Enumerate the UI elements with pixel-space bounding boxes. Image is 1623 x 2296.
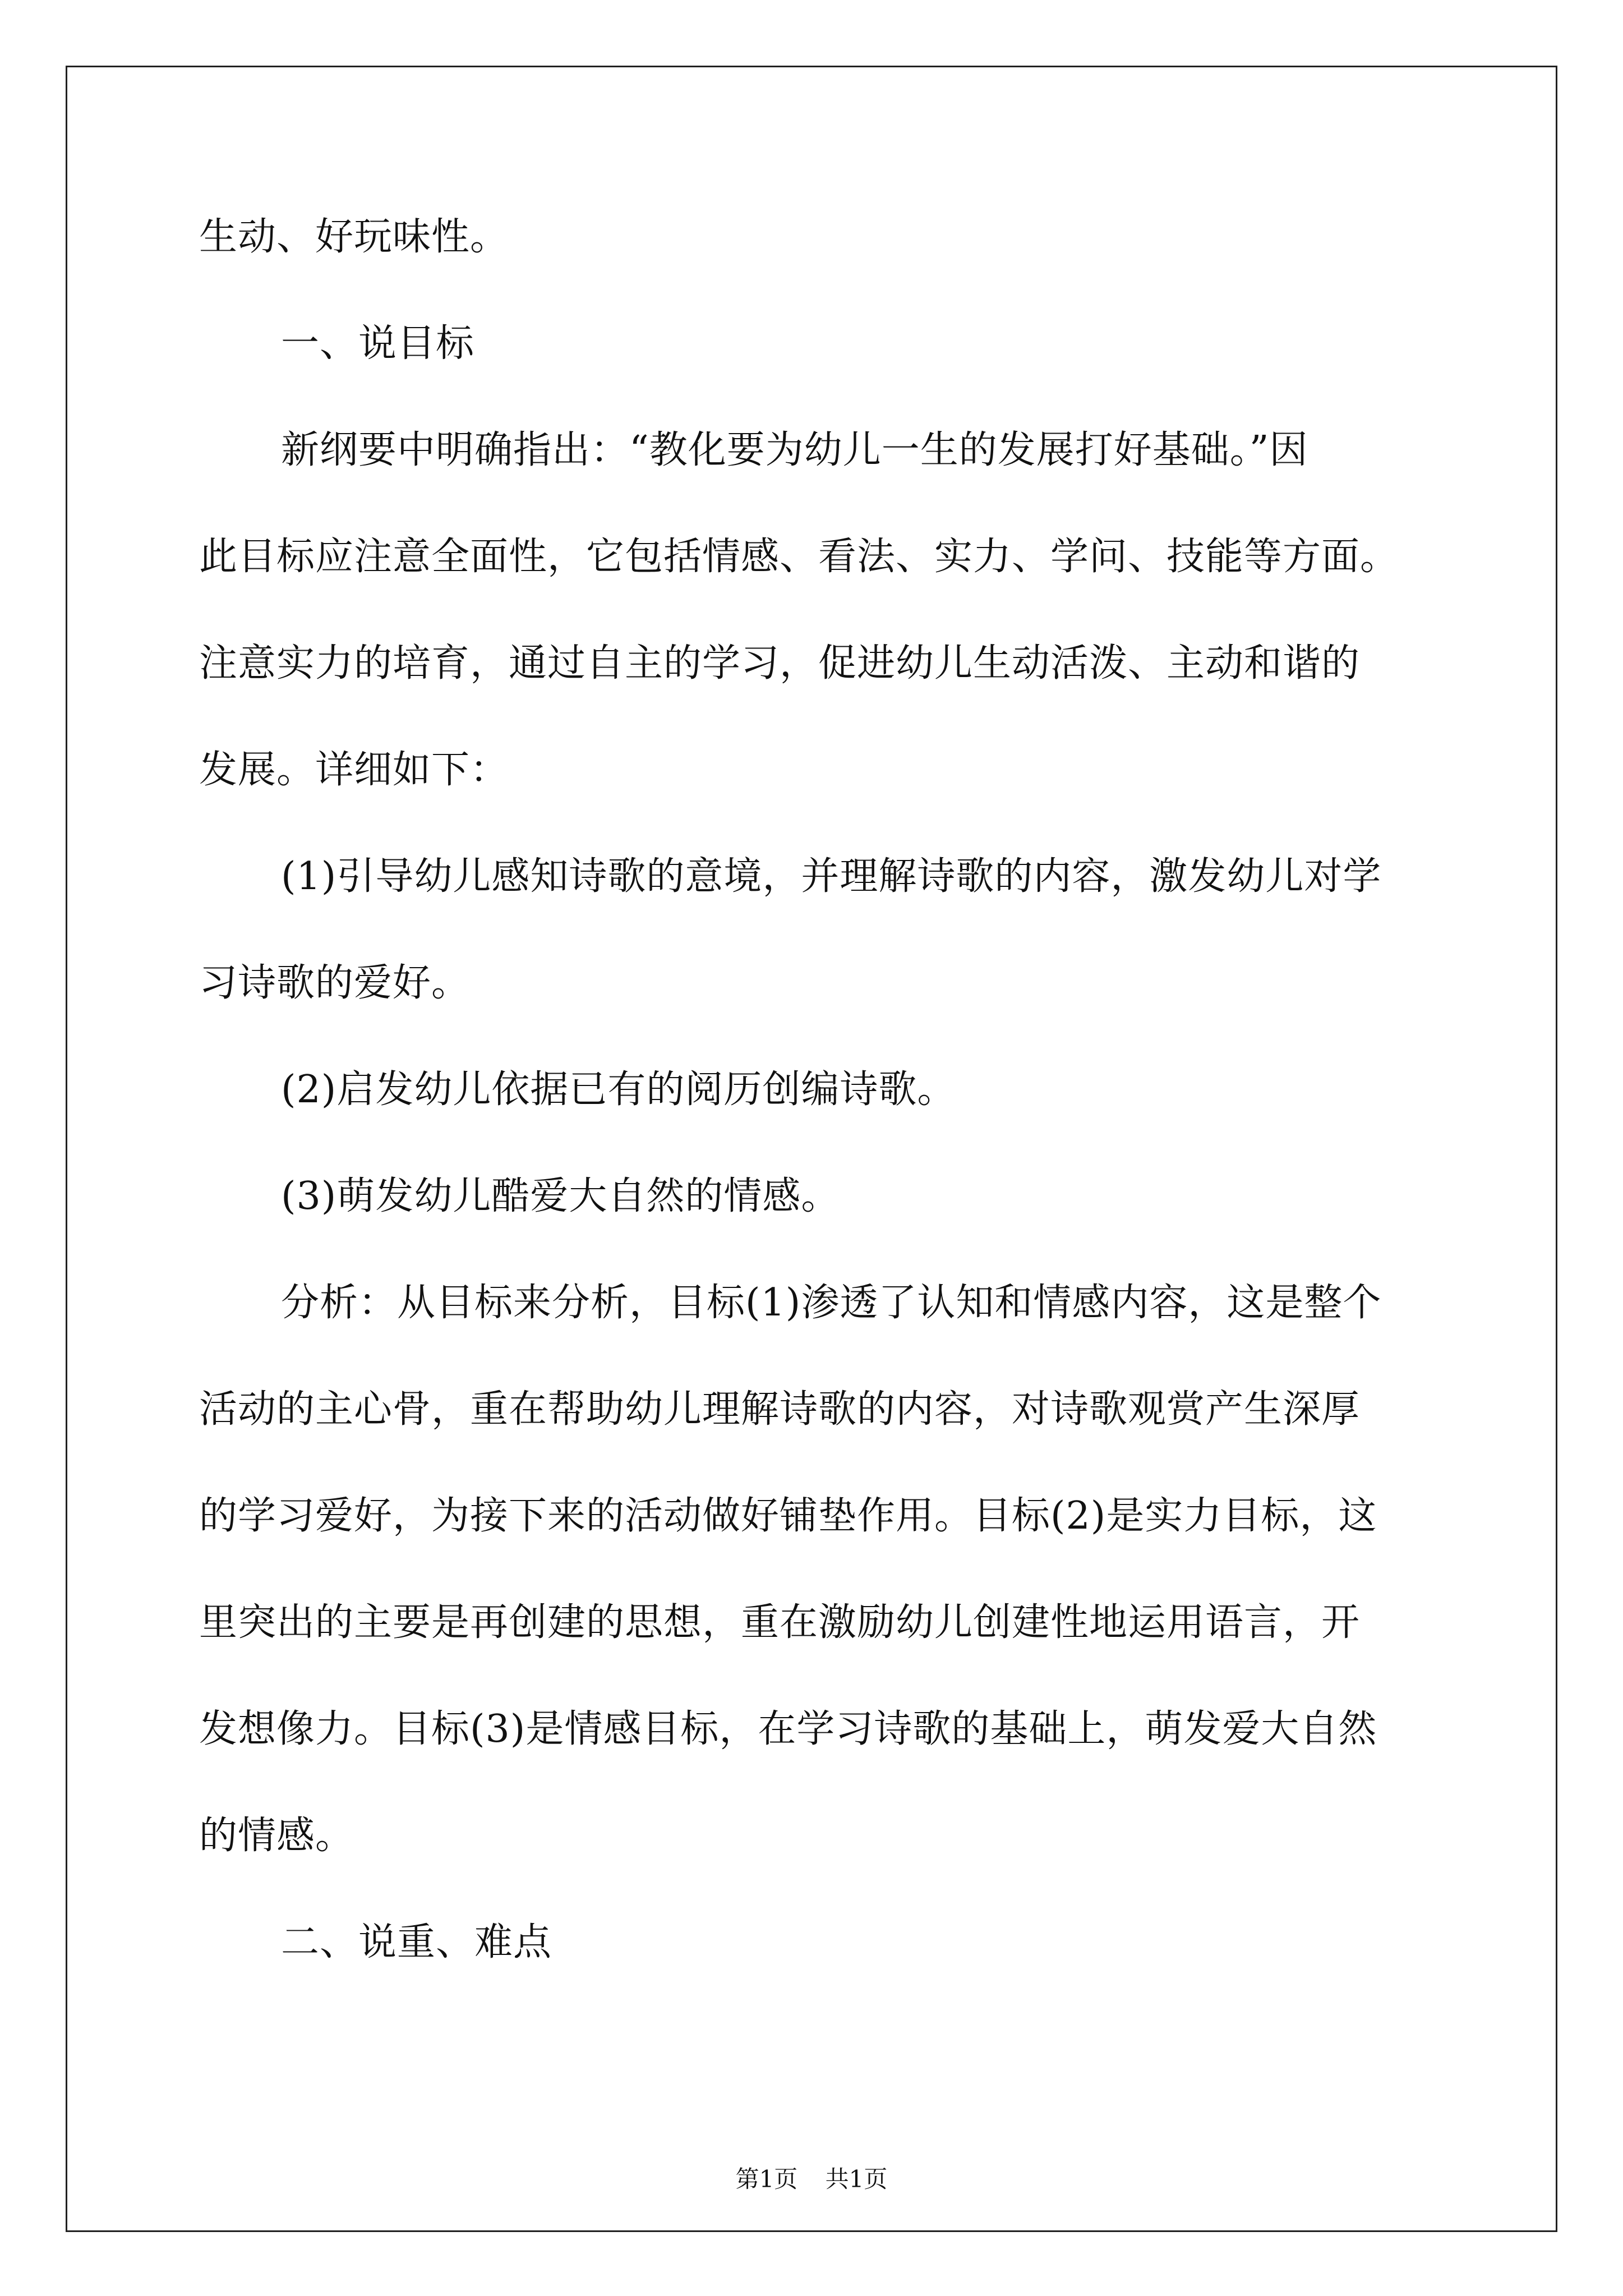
page-border xyxy=(66,66,1557,2232)
page-total: 共1页 xyxy=(825,2165,888,2193)
text-line: 生动、好玩味性。 xyxy=(199,215,509,259)
text-line: 新纲要中明确指出：“教化要为幼儿一生的发展打好基础。”因 xyxy=(281,428,1308,472)
text-line: 注意实力的培育，通过自主的学习，促进幼儿生动活泼、主动和谐的 xyxy=(199,641,1361,685)
text-line: 分析：从目标来分析，目标(1)渗透了认知和情感内容，这是整个 xyxy=(281,1281,1382,1325)
list-item: (3)萌发幼儿酷爱大自然的情感。 xyxy=(281,1174,840,1218)
text-line: 活动的主心骨，重在帮助幼儿理解诗歌的内容，对诗歌观赏产生深厚 xyxy=(199,1387,1361,1432)
text-line: 习诗歌的爱好。 xyxy=(199,961,471,1005)
page-footer xyxy=(0,2162,1623,2196)
text-line: 的情感。 xyxy=(199,1814,354,1858)
section-heading: 二、说重、难点 xyxy=(281,1920,552,1964)
text-line: 里突出的主要是再创建的思想，重在激励幼儿创建性地运用语言，开 xyxy=(199,1600,1361,1645)
text-line: 发展。详细如下： xyxy=(199,748,509,792)
page-number: 第1页 xyxy=(735,2165,798,2193)
text-line: 发想像力。目标(3)是情感目标，在学习诗歌的基础上，萌发爱大自然 xyxy=(199,1707,1377,1751)
list-item: (2)启发幼儿依据已有的阅历创编诗歌。 xyxy=(281,1068,956,1112)
text-line: 的学习爱好，为接下来的活动做好铺垫作用。目标(2)是实力目标，这 xyxy=(199,1494,1377,1538)
text-line: 此目标应注意全面性，它包括情感、看法、实力、学问、技能等方面。 xyxy=(199,535,1399,579)
section-heading: 一、说目标 xyxy=(281,321,475,366)
list-item: (1)引导幼儿感知诗歌的意境，并理解诗歌的内容，激发幼儿对学 xyxy=(281,854,1382,899)
